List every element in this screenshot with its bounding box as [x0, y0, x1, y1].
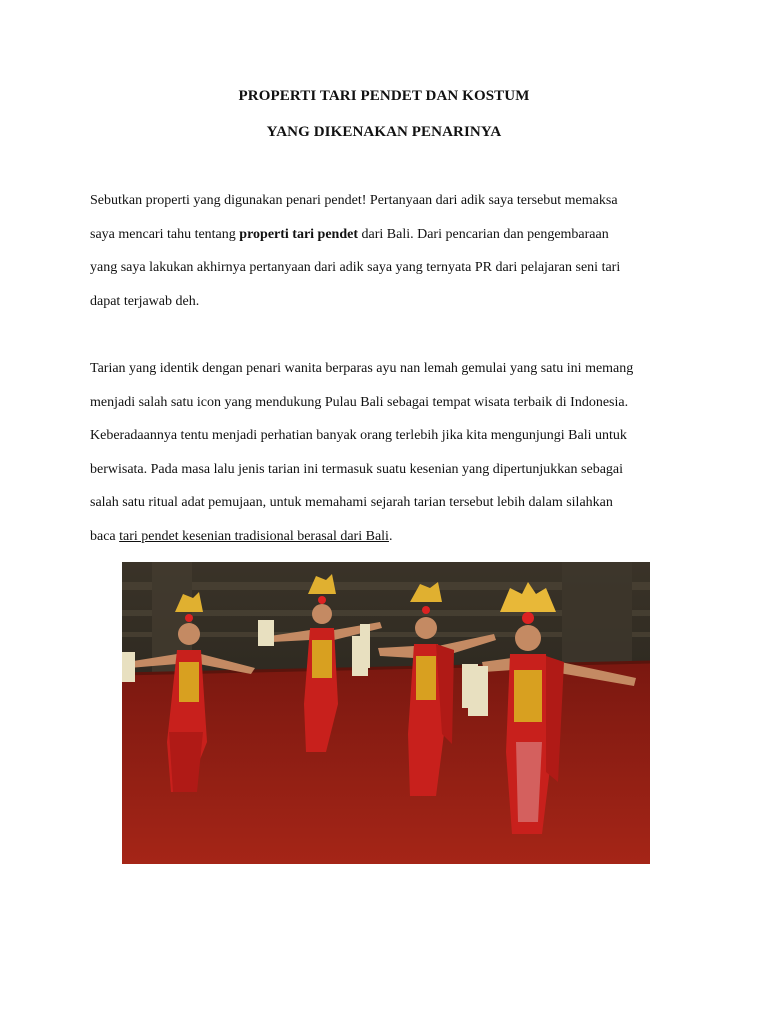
paragraph-line: yang saya lakukan akhirnya pertanyaan dari adik saya yang ternyata PR dari pelajaran seni tari	[90, 260, 621, 276]
paragraph-line	[90, 520, 690, 554]
paragraph-line: dapat terjawab deh.	[90, 293, 200, 309]
text-segment: saya mencari tahu tentang	[90, 226, 240, 242]
document-title-line-2: YANG DIKENAKAN PENARINYA	[266, 124, 502, 140]
paragraph-1	[90, 184, 690, 318]
text-segment: dari Bali. Dari pencarian dan pengembaraan	[358, 226, 609, 242]
bold-keyword: properti tari pendet	[239, 226, 359, 242]
text-segment: .	[388, 528, 393, 544]
paragraph-line: salah satu ritual adat pemujaan, untuk memahami sejarah tarian tersebut lebih dalam silahkan	[90, 495, 613, 511]
paragraph-2	[90, 352, 690, 554]
paragraph-line: menjadi salah satu icon yang mendukung Pulau Bali sebagai tempat wisata terbaik di Indonesia.	[90, 394, 629, 410]
paragraph-line: Keberadaannya tentu menjadi perhatian banyak orang terlebih jika kita mengunjungi Bali untuk	[90, 428, 627, 444]
paragraph-line: Sebutkan properti yang digunakan penari pendet! Pertanyaan dari adik saya tersebut memaksa	[90, 193, 618, 208]
paragraph-line	[90, 218, 690, 252]
paragraph-line: Tarian yang identik dengan penari wanita berparas ayu nan lemah gemulai yang satu ini memang	[90, 361, 634, 376]
text-segment: baca	[90, 528, 120, 544]
article-link[interactable]: tari pendet kesenian tradisional berasal dari Bali	[119, 528, 389, 544]
pendet-dancers-photo	[122, 562, 650, 864]
document-title-line-1: PROPERTI TARI PENDET DAN KOSTUM	[238, 88, 530, 104]
paragraph-line: berwisata. Pada masa lalu jenis tarian ini termasuk suatu kesenian yang dipertunjukkan sebagai	[90, 461, 624, 477]
